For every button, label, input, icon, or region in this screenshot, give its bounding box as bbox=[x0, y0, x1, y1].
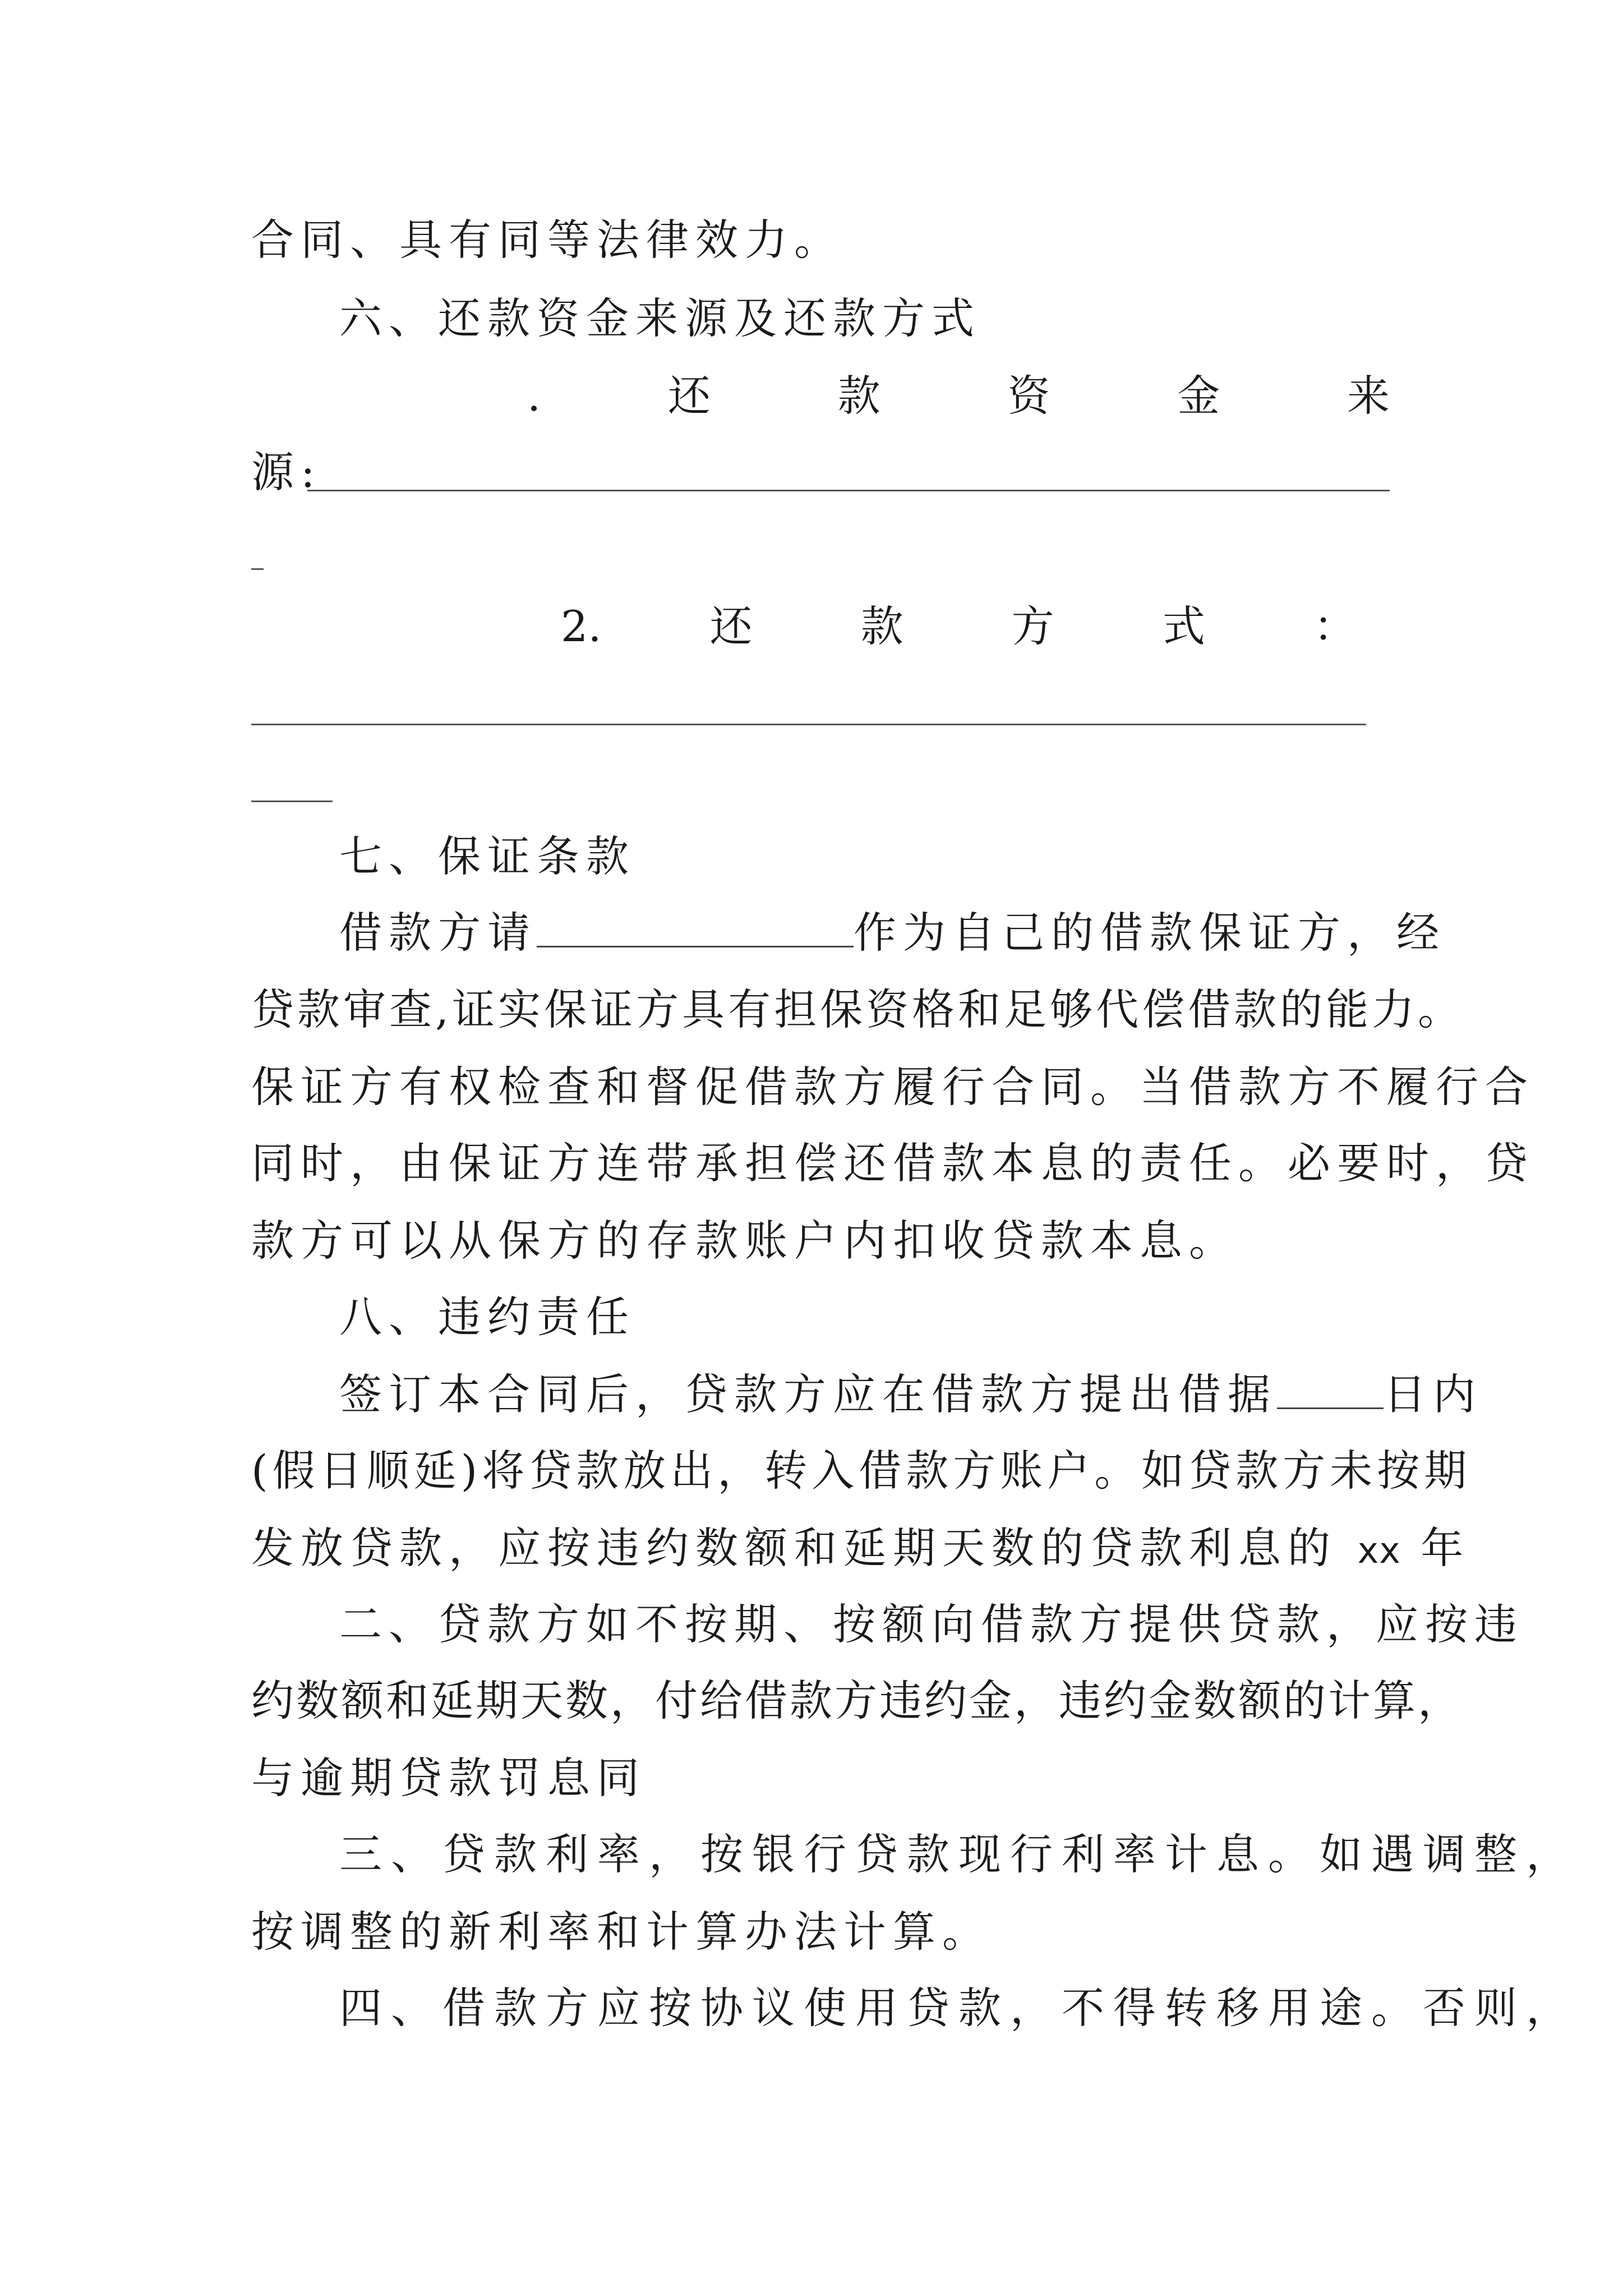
spaced-char: 资 bbox=[1007, 371, 1050, 421]
text-line: 合同、具有同等法律效力。 bbox=[251, 215, 843, 265]
item-number: . bbox=[527, 371, 541, 421]
text-line: (假日顺延)将贷款放出，转入借款方账户。如贷款方未按期 bbox=[251, 1446, 1472, 1496]
days-blank bbox=[1277, 1368, 1384, 1409]
spaced-char: 还 bbox=[667, 371, 711, 421]
text-line: 按调整的新利率和计算办法计算。 bbox=[251, 1907, 992, 1957]
spaced-char: 还 bbox=[709, 601, 753, 651]
text-line: 与逾期贷款罚息同 bbox=[251, 1753, 646, 1803]
text-line: 借款方请 作为自己的借款保证方，经 bbox=[339, 908, 1446, 958]
guarantor-blank bbox=[537, 907, 854, 947]
text-line: 贷款审查,证实保证方具有担保资格和足够代偿借款的能力。 bbox=[251, 984, 1464, 1034]
spaced-char: ： bbox=[1313, 601, 1356, 651]
text-line: 四、借款方应按协议使用贷款，不得转移用途。否则， bbox=[339, 1983, 1578, 2033]
section-heading-8: 八、违约责任 bbox=[339, 1292, 635, 1342]
repayment-source-label bbox=[527, 365, 1390, 427]
text-line: 签订本合同后，贷款方应在借款方提出借据 日内 bbox=[339, 1369, 1482, 1419]
fill-in-line bbox=[251, 800, 333, 802]
spaced-char: 方 bbox=[1011, 601, 1054, 651]
text-line: 保证方有权检查和督促借款方履行合同。当借款方不履行合 bbox=[251, 1062, 1534, 1112]
text-line: 三、贷款利率，按银行贷款现行利率计息。如遇调整， bbox=[339, 1829, 1578, 1879]
spaced-char: 式 bbox=[1162, 601, 1205, 651]
section-heading-7: 七、保证条款 bbox=[339, 831, 635, 881]
fill-in-line bbox=[251, 568, 264, 570]
text-line: 同时，由保证方连带承担偿还借款本息的责任。必要时，贷 bbox=[251, 1138, 1534, 1188]
fill-in-line bbox=[251, 724, 1366, 725]
text-line: 款方可以从保方的存款账户内扣收贷款本息。 bbox=[251, 1216, 1238, 1266]
spaced-char: 金 bbox=[1177, 371, 1220, 421]
text-line: 发放贷款，应按违约数额和延期天数的贷款利息的 xx 年 bbox=[251, 1523, 1470, 1573]
section-heading-6: 六、还款资金来源及还款方式 bbox=[339, 293, 981, 343]
repayment-source-continuation: 源: bbox=[251, 447, 322, 497]
spaced-char: 款 bbox=[860, 601, 903, 651]
spaced-char: 款 bbox=[837, 371, 880, 421]
fill-in-line bbox=[307, 490, 1390, 491]
item-number: 2. bbox=[561, 601, 602, 651]
repayment-method-label bbox=[561, 596, 1356, 657]
text-line: 二、贷款方如不按期、按额向借款方提供贷款，应按违 bbox=[339, 1599, 1524, 1649]
text-line: 约数额和延期天数，付给借款方违约金，违约金数额的计算， bbox=[251, 1676, 1463, 1726]
spaced-char: 来 bbox=[1347, 371, 1390, 421]
